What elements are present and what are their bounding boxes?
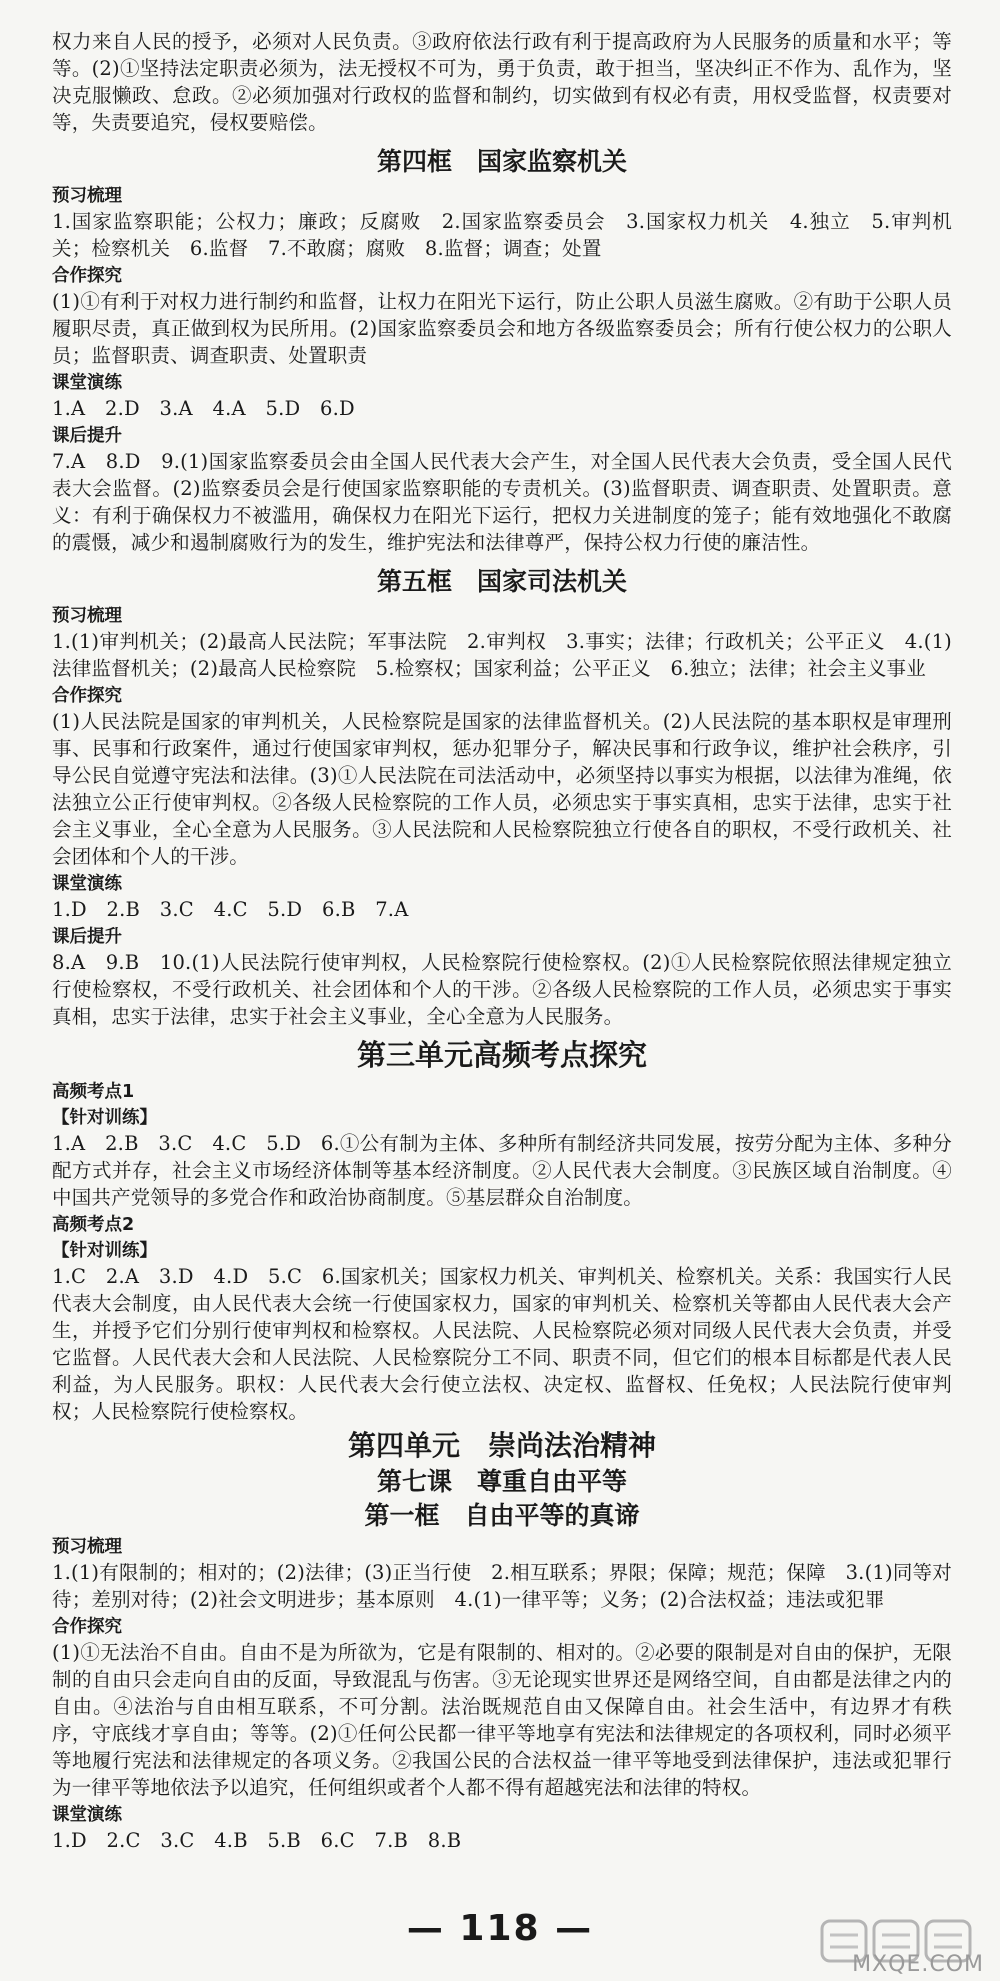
block xyxy=(52,872,952,923)
block-text: 1.(1)有限制的；相对的；(2)法律；(3)正当行使 2.相互联系；界限；保障；规范；保障 3.(1)同等对待；差别对待；(2)社会文明进步；基本原则 4.(1)一律平等；义务；(2)合法权益；违法或犯罪 xyxy=(52,1561,952,1611)
block-text: 8.A 9.B 10.(1)人民法院行使审判权，人民检察院行使检察权。(2)①人民检察院依照法律规定独立行使检察权，不受行政机关、社会团体和个人的干涉。②各级人民检察院的工作人员，必须忠实于事实真相，忠实于法律，忠实于社会主义事业，全心全意为人民服务。 xyxy=(52,951,952,1028)
block xyxy=(52,1535,952,1613)
block-label: 合作探究 xyxy=(52,266,122,286)
block-text: 1.D 2.B 3.C 4.C 5.D 6.B 7.A xyxy=(52,898,409,921)
block-label: 高频考点1 xyxy=(52,1082,135,1102)
block xyxy=(52,424,952,556)
block-text: 1.C 2.A 3.D 4.D 5.C 6.国家机关；国家权力机关、审判机关、检察机关。关系：我国实行人民代表大会制度，由人民代表大会统一行使国家权力，国家的审判机关、检察机关等都由人民代表大会产生，并授予它们分别行使审判权和检察权。人民法院、人民检察院必须对同级人民代表大会负责，并受它监督。人民代表大会和人民法院、人民检察院分工不同、职责不同，但它们的根本目标都是代表人民利益，为人民服务。职权：人民代表大会行使立法权、决定权、监督权、任免权；人民法院行使审判权；人民检察院行使检察权。 xyxy=(52,1265,952,1423)
unit-title: 第四单元 崇尚法治精神 xyxy=(347,1429,656,1462)
block-text: 1.国家监察职能；公权力；廉政；反腐败 2.国家监察委员会 3.国家权力机关 4.独立 5.审判机关；检察机关 6.监督 7.不敢腐；腐败 8.监督；调查；处置 xyxy=(52,210,952,260)
block-text: (1)①无法治不自由。自由不是为所欲为，它是有限制的、相对的。②必要的限制是对自由的保护，无限制的自由只会走向自由的反面，导致混乱与伤害。③无论现实世界还是网络空间，自由都是法律之内的自由。④法治与自由相互联系，不可分割。法治既规范自由又保障自由。社会生活中，有边界才有秩序，守底线才享自由；等等。(2)①任何公民都一律平等地享有宪法和法律规定的各项权利，同时必须平等地履行宪法和法律规定的各项义务。②我国公民的合法权益一律平等地受到法律保护，违法或犯罪行为一律平等地依法予以追究，任何组织或者个人都不得有超越宪法和法律的特权。 xyxy=(52,1641,952,1799)
block xyxy=(52,264,952,369)
block-text: 1.(1)审判机关；(2)最高人民法院；军事法院 2.审判权 3.事实；法律；行政机关；公平正义 4.(1)法律监督机关；(2)最高人民检察院 5.检察权；国家利益；公平正义 6.独立；法律；社会主义事业 xyxy=(52,630,952,680)
section-title: 第五框 国家司法机关 xyxy=(376,567,627,596)
section-title: 第四框 国家监察机关 xyxy=(376,147,627,176)
block xyxy=(52,1615,952,1801)
block-label: 合作探究 xyxy=(52,686,122,706)
answer-page xyxy=(52,28,952,1856)
block-sublabel: 【针对训练】 xyxy=(52,1108,157,1128)
block xyxy=(52,371,952,422)
block-label: 预习梳理 xyxy=(52,606,122,626)
block-text: 1.D 2.C 3.C 4.B 5.B 6.C 7.B 8.B xyxy=(52,1829,462,1852)
block-text: 7.A 8.D 9.(1)国家监察委员会由全国人民代表大会产生，对全国人民代表大会负责，受全国人民代表大会监督。(2)监察委员会是行使国家监察职能的专责机关。(3)监督职责、调查职责、处置职责。意义：有利于确保权力不被滥用，确保权力在阳光下运行，把权力关进制度的笼子；能有效地强化不敢腐的震慑，减少和遏制腐败行为的发生，维护宪法和法律尊严，保持公权力行使的廉洁性。 xyxy=(52,450,952,554)
block-label: 预习梳理 xyxy=(52,1537,122,1557)
block xyxy=(52,604,952,682)
block-label: 课后提升 xyxy=(52,426,122,446)
block-label: 课堂演练 xyxy=(52,874,122,894)
block-text: 1.A 2.D 3.A 4.A 5.D 6.D xyxy=(52,397,355,420)
lesson-title: 第七课 尊重自由平等 xyxy=(376,1467,627,1496)
intro-section xyxy=(52,28,952,136)
block-label: 高频考点2 xyxy=(52,1215,135,1235)
watermark-text: MXQE.COM xyxy=(852,1952,984,1977)
block-label: 课堂演练 xyxy=(52,373,122,393)
block xyxy=(52,1213,952,1425)
unit-title: 第三单元高频考点探究 xyxy=(356,1038,647,1072)
page-number: — 118 — xyxy=(406,1908,594,1949)
block xyxy=(52,925,952,1030)
block-sublabel: 【针对训练】 xyxy=(52,1241,157,1261)
section-unit3-review xyxy=(52,1032,952,1425)
section-unit4 xyxy=(52,1427,952,1854)
block-label: 合作探究 xyxy=(52,1617,122,1637)
block-label: 预习梳理 xyxy=(52,186,122,206)
intro-paragraph: 权力来自人民的授予，必须对人民负责。③政府依法行政有利于提高政府为人民服务的质量和水平；等等。(2)①坚持法定职责必须为，法无授权不可为，勇于负责，敢于担当，坚决纠正不作为、乱作为，坚决克服懒政、怠政。②必须加强对行政权的监督和制约，切实做到有权必有责，用权受监督，权责要对等，失责要追究，侵权要赔偿。 xyxy=(52,30,952,134)
block-text: (1)人民法院是国家的审判机关，人民检察院是国家的法律监督机关。(2)人民法院的基本职权是审理刑事、民事和行政案件，通过行使国家审判权，惩办犯罪分子，解决民事和行政争议，维护社会秩序，引导公民自觉遵守宪法和法律。(3)①人民法院在司法活动中，必须坚持以事实为根据，以法律为准绳，依法独立公正行使审判权。②各级人民检察院的工作人员，必须忠实于事实真相，忠实于法律，忠实于社会主义事业，全心全意为人民服务。③人民法院和人民检察院独立行使各自的职权，不受行政机关、社会团体和个人的干涉。 xyxy=(52,710,952,868)
block xyxy=(52,184,952,262)
section-national-judicial xyxy=(52,562,952,1030)
section-national-supervisory xyxy=(52,142,952,556)
block-text: 1.A 2.B 3.C 4.C 5.D 6.①公有制为主体、多种所有制经济共同发展，按劳分配为主体、多种分配方式并存，社会主义市场经济体制等基本经济制度。②人民代表大会制度。③民族区域自治制度。④中国共产党领导的多党合作和政治协商制度。⑤基层群众自治制度。 xyxy=(52,1132,952,1209)
frame-title: 第一框 自由平等的真谛 xyxy=(364,1501,640,1530)
block-label: 课后提升 xyxy=(52,927,122,947)
block xyxy=(52,684,952,870)
block xyxy=(52,1080,952,1211)
block-label: 课堂演练 xyxy=(52,1805,122,1825)
block-text: (1)①有利于对权力进行制约和监督，让权力在阳光下运行，防止公职人员滋生腐败。②有助于公职人员履职尽责，真正做到权为民所用。(2)国家监察委员会和地方各级监察委员会；所有行使公权力的公职人员；监督职责、调查职责、处置职责 xyxy=(52,290,952,367)
block xyxy=(52,1803,952,1854)
